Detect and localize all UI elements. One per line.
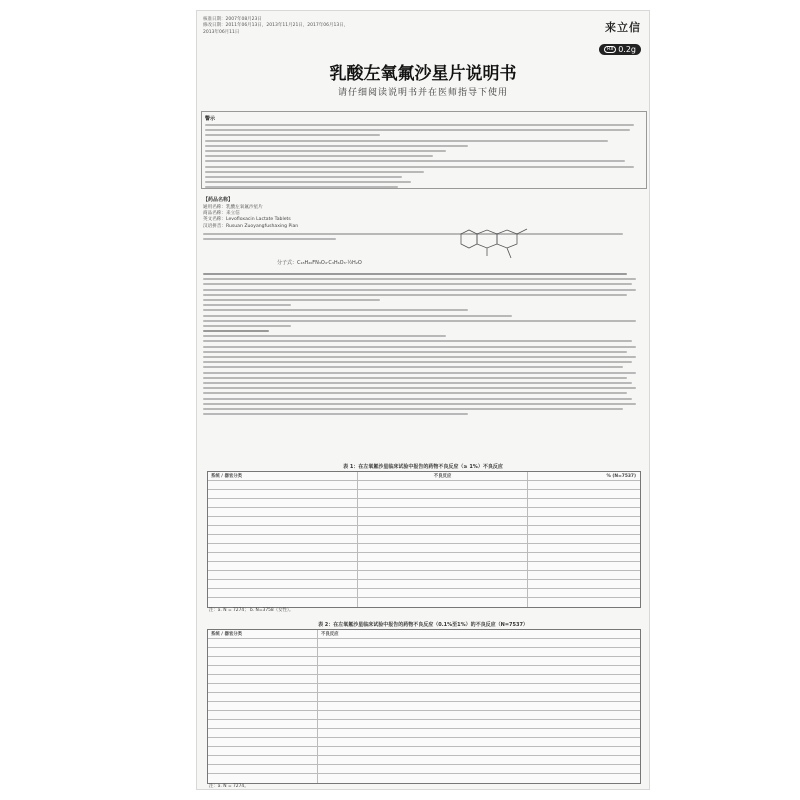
page-subtitle: 请仔细阅读说明书并在医师指导下使用 [337,88,508,98]
adverse-reactions-table-1 [207,471,641,608]
table-row [208,657,640,666]
table-row [208,544,640,553]
field-trade-name: 商品名称：来立信 [203,211,240,217]
field-generic-name: 通用名称：乳酸左氧氟沙星片 [203,205,263,210]
field-pinyin: 汉语拼音：Rusuan Zuoyangfushaxing Pian [203,223,299,229]
warning-heading: 警示 [205,116,216,122]
table-header-cell: 不良反应 [321,632,339,637]
table-row [208,747,640,756]
table-row [208,535,640,544]
table2-note: 注：a. N = 7274。 [209,784,249,789]
meta-line: 核准日期：2007年08月23日 [203,17,262,22]
table-row [208,765,640,774]
table-row [208,693,640,702]
table-row [208,684,640,693]
warning-text [205,124,643,188]
spec-badge [599,44,641,55]
table-row [208,756,640,765]
table-header-row [208,472,640,481]
table2-caption: 表 2：在左氧氟沙星临床试验中报告的药物不良反应（0.1%至1%）的不良反应（N=7537） [318,622,528,628]
rx-icon: Rx [604,46,616,53]
table-row [208,639,640,648]
table-row [208,508,640,517]
table-header-row [208,630,640,639]
table-row [208,675,640,684]
instruction-sheet [196,10,650,790]
table-row [208,711,640,720]
table-row [208,702,640,711]
section-heading: 【药品名称】 [203,197,234,203]
table-header-cell: 系统 / 器官分类 [208,472,358,480]
table1-caption: 表 1：在左氧氟沙星临床试验中报告的药物不良反应（≥ 1%）不良反应 [343,464,503,470]
chemical-structure [447,226,537,266]
table-header-cell: % (N=7537) [606,473,636,479]
table-row [208,666,640,675]
drug-name-section [203,196,645,243]
table-row [208,526,640,535]
table-row [208,490,640,499]
spec-label: 0.2g [618,45,636,54]
table-row [208,589,640,598]
table-header-cell: 系统 / 器官分类 [208,630,318,638]
table-row [208,729,640,738]
table-row [208,738,640,747]
table-row [208,598,640,607]
table-row [208,562,640,571]
table1-note: 注：a. N = 7274； b. N=3758（女性）。 [209,608,294,613]
meta-line: 修改日期：2011年06月13日，2013年11月21日，2017年06月13日， [203,23,349,29]
warning-box [201,111,647,189]
table-row [208,517,640,526]
molecular-formula: 分子式：C₁₈H₂₀FN₃O₄·C₃H₆O₃·½H₂O [277,260,362,266]
table-header-cell: 不良反应 [358,472,528,480]
table-row [208,553,640,562]
brand-name: 来立信 [605,21,641,34]
approval-dates [203,17,348,36]
table-row [208,571,640,580]
meta-line: 2013年06月11日 [203,29,240,35]
body-text [203,273,645,418]
table-row [208,648,640,657]
table-row [208,481,640,490]
adverse-reactions-table-2 [207,629,641,784]
page-title: 乳酸左氧氟沙星片说明书 [329,64,517,84]
table-row [208,499,640,508]
brand-block [599,19,641,55]
field-english-name: 英文名称：Levofloxacin Lactate Tablets [203,217,291,223]
table-row [208,720,640,729]
table-row [208,580,640,589]
table-row [208,774,640,783]
